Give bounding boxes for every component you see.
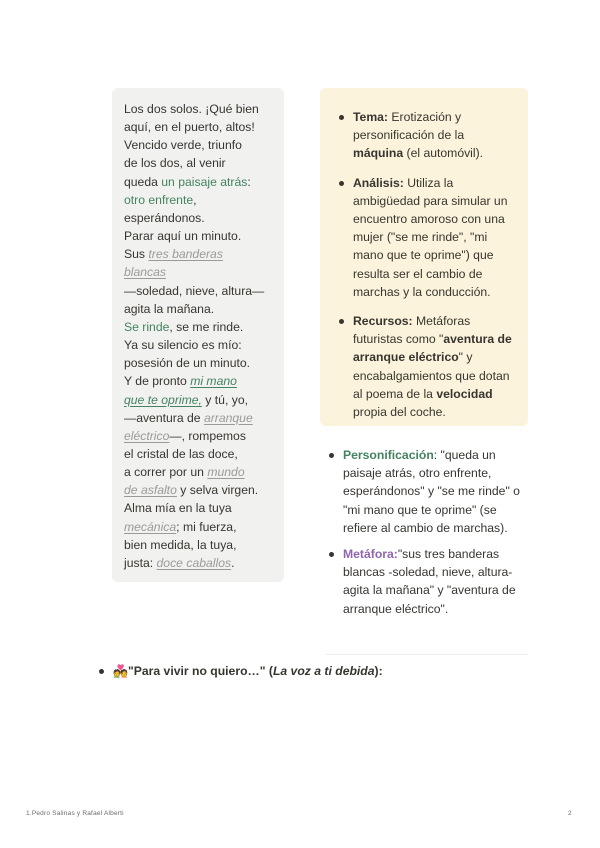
poem-line: de asfalto y selva virgen. bbox=[124, 483, 259, 498]
poem-line: agita la mañana. bbox=[124, 301, 215, 316]
summary-list bbox=[336, 108, 516, 421]
poem-line: justa: doce caballos. bbox=[124, 555, 235, 570]
poem-line: de los dos, al venir bbox=[124, 156, 226, 171]
underlined-phrase: arranque bbox=[203, 410, 253, 425]
highlight-green: un paisaje atrás bbox=[161, 174, 248, 189]
list-item-tema: Tema: Erotización y personificación de la máquina (el automóvil). bbox=[336, 108, 516, 163]
underlined-phrase: mecánica bbox=[124, 519, 177, 534]
footer-title: 1.Pedro Salinas y Rafael Alberti bbox=[26, 810, 124, 817]
poem-line: a correr por un mundo bbox=[124, 465, 245, 480]
poem-line bbox=[124, 263, 284, 281]
poem-line: Parar aquí un minuto. bbox=[124, 229, 242, 244]
underlined-phrase: eléctrico bbox=[124, 428, 170, 443]
underlined-phrase: tres banderas bbox=[148, 247, 223, 262]
list-item-poem-title: 💑"Para vivir no quiero…" (La voz a ti debida): bbox=[96, 662, 516, 680]
poem-line: mecánica; mi fuerza, bbox=[124, 519, 237, 534]
highlight-green: Se rinde bbox=[124, 319, 170, 334]
underlined-phrase: mundo bbox=[207, 465, 245, 480]
underlined-phrase: blancas bbox=[124, 265, 167, 280]
poem-line: esperándonos. bbox=[124, 210, 205, 225]
list-item-personificacion: Personificación: "queda un paisaje atrás, otro enfrente, esperándonos" y "se me rinde" o "mi mano que te oprime" (se refiere al cambio de marchas). bbox=[326, 446, 532, 537]
figures-list-block bbox=[326, 446, 532, 626]
poem-line: aquí, en el puerto, altos! bbox=[124, 120, 255, 135]
poem-line: queda un paisaje atrás: bbox=[124, 174, 251, 189]
list-item-analisis: Análisis: Utiliza la ambigüedad para simular un encuentro amoroso con una mujer ("se me rinde", "mi mano que te oprime") que resulta ser el cambio de marchas y la conducción. bbox=[336, 174, 516, 301]
poem-line: Sus tres banderas bbox=[124, 247, 223, 262]
poem-line: posesión de un minuto. bbox=[124, 356, 251, 371]
poem-line: —soledad, nieve, altura— bbox=[124, 283, 265, 298]
poem-line: el cristal de las doce, bbox=[124, 446, 238, 461]
figures-list bbox=[326, 446, 532, 618]
poem-line: Los dos solos. ¡Qué bien bbox=[124, 102, 259, 116]
underlined-phrase: doce caballos bbox=[156, 555, 232, 570]
list-item-metafora: Metáfora:"sus tres banderas blancas -soledad, nieve, altura- agita la mañana" y "aventura de arranque eléctrico". bbox=[326, 545, 532, 618]
poem-callout bbox=[112, 88, 284, 582]
poem-line: que te oprime, y tú, yo, bbox=[124, 392, 248, 407]
poem-line: eléctrico—, rompemos bbox=[124, 428, 246, 443]
poem-line: bien medida, la tuya, bbox=[124, 537, 237, 552]
page-number: 2 bbox=[568, 810, 572, 817]
highlight-green: otro enfrente bbox=[124, 192, 194, 207]
underlined-phrase: que te oprime, bbox=[124, 392, 202, 407]
poem-line: Y de pronto mi mano bbox=[124, 374, 237, 389]
poem-line: Alma mía en la tuya bbox=[124, 501, 232, 516]
poem-line: otro enfrente, bbox=[124, 192, 197, 207]
poem-line: Ya su silencio es mío: bbox=[124, 338, 242, 353]
underlined-phrase: de asfalto bbox=[124, 483, 177, 498]
list-item-recursos: Recursos: Metáforas futuristas como "aventura de arranque eléctrico" y encabalgamientos que dotan al poema de la velocidad propia del coche. bbox=[336, 312, 516, 421]
couple-icon: 💑 bbox=[113, 664, 128, 678]
poem-line: Se rinde, se me rinde. bbox=[124, 319, 244, 334]
next-poem-heading bbox=[96, 662, 516, 680]
summary-callout bbox=[320, 88, 528, 426]
divider bbox=[326, 654, 528, 655]
poem-line: Vencido verde, triunfo bbox=[124, 138, 242, 153]
underlined-phrase: mi mano bbox=[190, 374, 237, 389]
poem-line: —aventura de arranque bbox=[124, 410, 253, 425]
